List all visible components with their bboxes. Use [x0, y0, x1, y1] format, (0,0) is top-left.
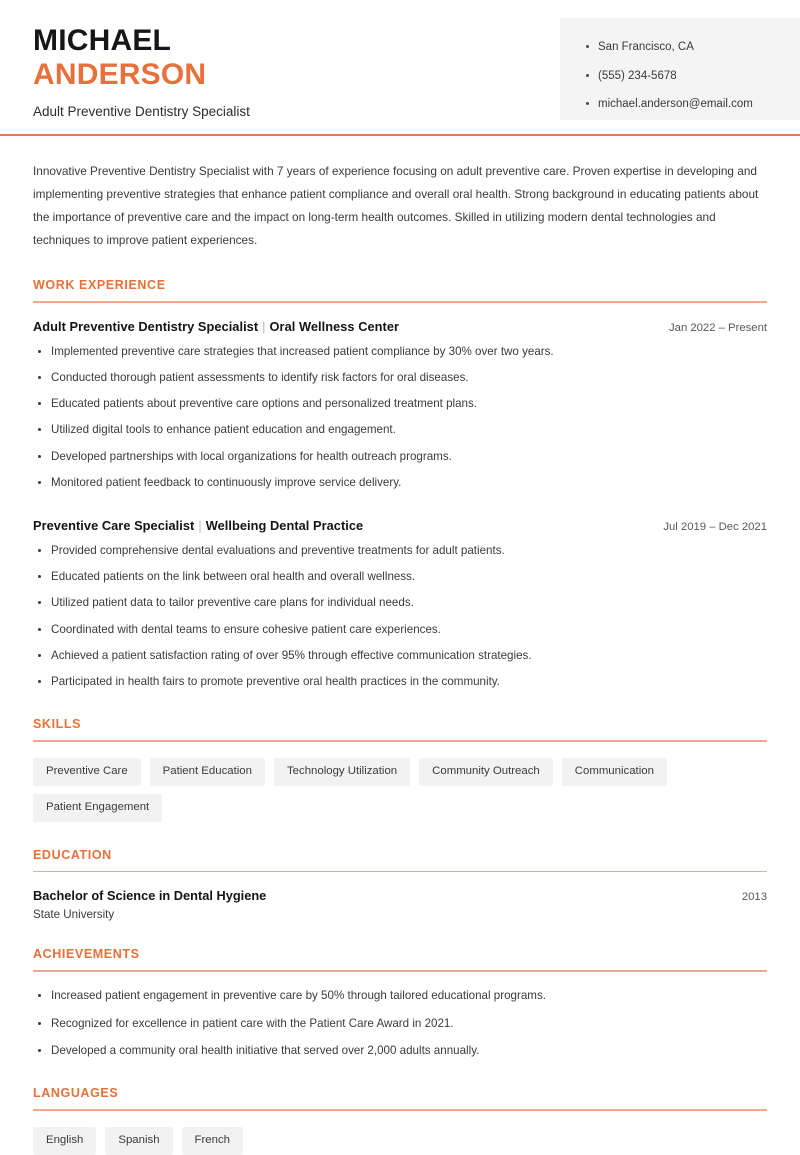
experience-company: Oral Wellness Center [269, 318, 400, 334]
experience-company: Wellbeing Dental Practice [205, 517, 364, 533]
experience-bullet: Educated patients on the link between oral health and overall wellness. [33, 569, 767, 586]
section-languages [33, 1086, 767, 1155]
education-entry [33, 888, 767, 921]
experience-bullet-list [33, 543, 767, 691]
section-achievements [33, 947, 767, 1060]
section-title-education: EDUCATION [33, 847, 112, 862]
education-degree: Bachelor of Science in Dental Hygiene [33, 888, 267, 904]
achievement-bullet: Recognized for excellence in patient care with the Patient Care Award in 2021. [33, 1016, 767, 1033]
experience-title-line [33, 518, 363, 533]
languages-chip-list [33, 1127, 767, 1155]
skill-chip: Communication [562, 758, 667, 786]
section-divider-languages [33, 1109, 767, 1111]
experience-entry [33, 518, 767, 691]
education-school: State University [33, 908, 115, 922]
header-divider [0, 134, 800, 136]
experience-bullet: Provided comprehensive dental evaluations and preventive treatments for adult patients. [33, 543, 767, 560]
section-divider-skills [33, 740, 767, 742]
skill-chip: Preventive Care [33, 758, 141, 786]
experience-bullet-list [33, 344, 767, 492]
education-entry-header [33, 888, 767, 903]
experience-bullet: Monitored patient feedback to continuously improve service delivery. [33, 475, 767, 492]
experience-date: Jan 2022 – Present [669, 321, 767, 334]
experience-bullet: Participated in health fairs to promote preventive oral health practices in the community. [33, 674, 767, 691]
language-chip: English [33, 1127, 96, 1155]
section-education [33, 848, 767, 922]
section-title-skills: SKILLS [33, 717, 82, 732]
section-title-achievements: ACHIEVEMENTS [33, 947, 140, 962]
language-chip: Spanish [105, 1127, 172, 1155]
experience-bullet: Implemented preventive care strategies that increased patient compliance by 30% over two years. [33, 344, 767, 361]
section-skills [33, 717, 767, 822]
section-divider-work-experience [33, 301, 767, 303]
section-title-languages: LANGUAGES [33, 1086, 119, 1101]
experience-title-line [33, 319, 399, 334]
contact-location-text: San Francisco, CA [598, 41, 694, 53]
experience-bullet: Utilized patient data to tailor preventive care plans for individual needs. [33, 595, 767, 612]
experience-entry-header [33, 518, 767, 533]
name-block [0, 24, 800, 119]
achievement-bullet: Developed a community oral health initiative that served over 2,000 adults annually. [33, 1043, 767, 1060]
contact-phone-text: (555) 234-5678 [598, 69, 677, 82]
skill-chip: Patient Engagement [33, 794, 162, 822]
education-year: 2013 [741, 891, 767, 904]
skills-chip-list [33, 758, 767, 822]
skill-chip: Technology Utilization [274, 758, 410, 786]
experience-bullet: Coordinated with dental teams to ensure cohesive patient care experiences. [33, 622, 767, 639]
resume-content [0, 160, 800, 1155]
experience-role: Adult Preventive Dentistry Specialist [33, 318, 259, 334]
achievement-bullet: Increased patient engagement in preventive care by 50% through tailored educational programs. [33, 988, 767, 1005]
first-name: MICHAEL [33, 24, 172, 57]
section-work-experience [33, 278, 767, 691]
experience-entry [33, 319, 767, 492]
experience-date: Jul 2019 – Dec 2021 [663, 520, 767, 533]
experience-entry-header [33, 319, 767, 334]
language-chip: French [182, 1127, 243, 1155]
experience-bullet: Developed partnerships with local organizations for health outreach programs. [33, 449, 767, 466]
skill-chip: Community Outreach [419, 758, 553, 786]
resume-header [0, 0, 800, 136]
section-title-work-experience: WORK EXPERIENCE [33, 278, 166, 292]
experience-separator: | [198, 517, 202, 533]
professional-title: Adult Preventive Dentistry Specialist [33, 104, 250, 120]
experience-bullet: Educated patients about preventive care options and personalized treatment plans. [33, 396, 767, 413]
experience-bullet: Achieved a patient satisfaction rating of over 95% through effective communication strategies. [33, 648, 767, 665]
experience-bullet: Utilized digital tools to enhance patient education and engagement. [33, 422, 767, 439]
section-divider-education [33, 871, 767, 873]
experience-bullet: Conducted thorough patient assessments to identify risk factors for oral diseases. [33, 370, 767, 387]
skill-chip: Patient Education [150, 758, 265, 786]
last-name: ANDERSON [33, 57, 207, 91]
section-divider-achievements [33, 970, 767, 972]
achievements-bullet-list [33, 988, 767, 1060]
experience-separator: | [262, 318, 266, 334]
experience-role: Preventive Care Specialist [33, 517, 195, 533]
contact-email-text: michael.anderson@email.com [598, 98, 753, 111]
professional-summary: Innovative Preventive Dentistry Specialist with 7 years of experience focusing on adult preventive care. Proven expertise in developing and implementing preventive strategies that enhance patient compliance and overall oral health. Strong background in educating patients about the importance of preventive care and the impact on long-term health outcomes. Skilled in utilizing modern dental technologies and techniques to improve patient experiences. [33, 164, 759, 247]
